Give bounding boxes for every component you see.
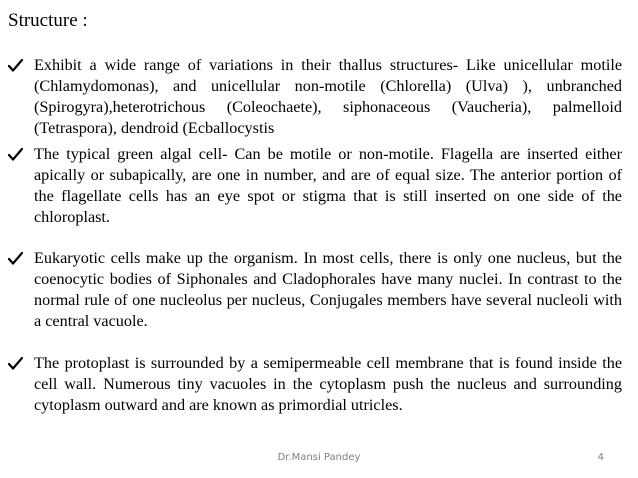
bullet-item	[8, 248, 622, 332]
bullet-item	[8, 55, 622, 139]
check-mark-icon	[8, 144, 34, 165]
check-mark-icon	[8, 248, 34, 269]
bullet-text: The protoplast is surrounded by a semipermeable cell membrane that is found inside the cell wall. Numerous tiny vacuoles in the cytoplasm push the nucleus and surrounding cytoplasm outward and are known as primordial utricles.	[34, 354, 622, 414]
bullet-text: Eukaryotic cells make up the organism. In most cells, there is only one nucleus, but the coenocytic bodies of Siphonales and Cladophorales have many nuclei. In contrast to the normal rule of one nucleolus per nucleus, Conjugales members have several nucleoli with a central vacuole.	[34, 249, 622, 330]
check-mark-icon	[8, 353, 34, 374]
bullet-item	[8, 353, 622, 416]
footer-author: Dr.Mansi Pandey	[277, 452, 361, 463]
bullet-text: The typical green algal cell- Can be motile or non-motile. Flagella are inserted either apically or subapically, are one in number, and are of equal size. The anterior portion of the flagellate cells has an eye spot or stigma that is still inserted on one side of the chloroplast.	[34, 145, 622, 226]
page-number: 4	[597, 452, 604, 463]
slide-title: Structure :	[8, 10, 88, 31]
bullet-text: Exhibit a wide range of variations in their thallus structures- Like unicellular motile (Chlamydomonas), and unicellular non-motile (Chlorella) (Ulva) ), unbranched (Spirogyra),heterotrichous (Coleochaete), siphonaceous (Vaucheria), palmelloid (Tetraspora), dendroid (Ecballocystis	[34, 56, 622, 137]
check-mark-icon	[8, 55, 34, 76]
bullet-item	[8, 144, 622, 228]
